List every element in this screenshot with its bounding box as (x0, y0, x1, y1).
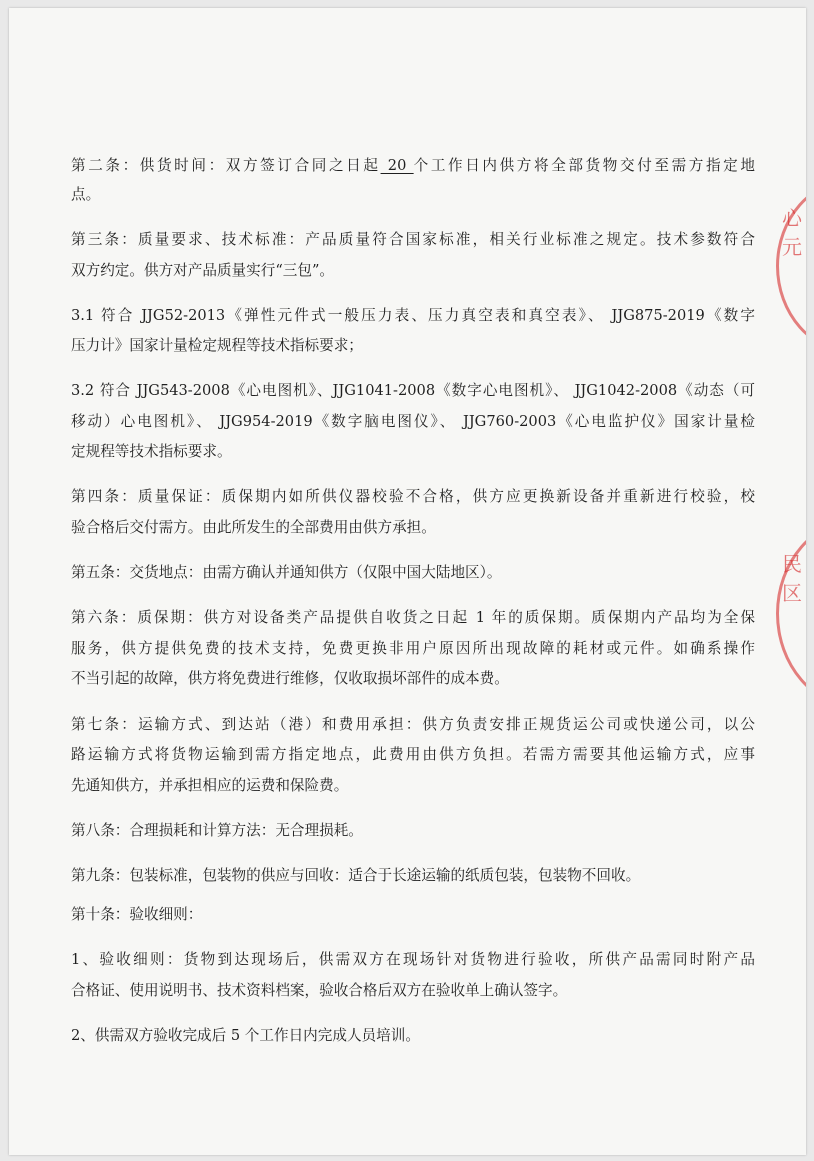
clause-3-1-line-2: 压力计》国家计量检定规程等技术指标要求； (71, 337, 363, 354)
seal-top (776, 178, 806, 353)
clause-10-2-line-1: 2、供需双方验收完成后 5 个工作日内完成人员培训。 (71, 1027, 420, 1044)
clause-4-line-2: 验合格后交付需方。由此所发生的全部费用由供方承担。 (71, 519, 436, 536)
clause-7-line-1: 第七条：运输方式、到达站（港）和费用承担：供方负责安排正规货运公司或快递公司，以公 (71, 716, 755, 733)
seal-bottom-text: 民 区 (782, 552, 802, 605)
clause-6-line-1: 第六条：质保期：供方对设备类产品提供自收货之日起 1 年的质保期。质保期内产品均为全保 (71, 609, 755, 626)
clause-2-line-1: 第二条：供货时间：双方签订合同之日起 20 个工作日内供方将全部货物交付至需方指定地 (71, 157, 755, 174)
clause-9-line-1: 第九条：包装标准，包装物的供应与回收：适合于长途运输的纸质包装，包装物不回收。 (71, 867, 641, 884)
clause-3-1-line-1: 3.1 符合 JJG52-2013《弹性元件式一般压力表、压力真空表和真空表》、 JJG875-2019《数字 (71, 307, 755, 324)
document-page (9, 8, 806, 1155)
clause-3-2-line-2: 移动）心电图机》、 JJG954-2019《数字脑电图仪》、 JJG760-2003《心电监护仪》国家计量检 (71, 413, 755, 430)
clause-6-line-2: 服务，供方提供免费的技术支持，免费更换非用户原因所出现故障的耗材或元件。如确系操作 (71, 640, 755, 657)
clause-3-2-line-1: 3.2 符合 JJG543-2008《心电图机》、JJG1041-2008《数字心电图机》、 JJG1042-2008《动态（可 (71, 382, 755, 399)
clause-10-1-line-1: 1、验收细则：货物到达现场后，供需双方在现场针对货物进行验收，所供产品需同时附产品 (71, 951, 755, 968)
clause-10-1-line-2: 合格证、使用说明书、技术资料档案，验收合格后双方在验收单上确认签字。 (71, 982, 568, 999)
contract-text (9, 8, 806, 1155)
clause-3-line-1: 第三条：质量要求、技术标准：产品质量符合国家标准，相关行业标准之规定。技术参数符合 (71, 231, 755, 248)
seal-bottom (776, 518, 806, 708)
clause-8-line-1: 第八条：合理损耗和计算方法：无合理损耗。 (71, 822, 363, 839)
clause-2-line-2: 点。 (71, 186, 101, 203)
clause-5-line-1: 第五条：交货地点：由需方确认并通知供方（仅限中国大陆地区）。 (71, 564, 502, 581)
clause-7-line-3: 先通知供方，并承担相应的运费和保险费。 (71, 777, 349, 794)
clause-7-line-2: 路运输方式将货物运输到需方指定地点，此费用由供方负担。若需方需要其他运输方式，应事 (71, 746, 755, 763)
clause-4-line-1: 第四条：质量保证：质保期内如所供仪器校验不合格，供方应更换新设备并重新进行校验，校 (71, 488, 755, 505)
clause-10-heading: 第十条：验收细则： (71, 906, 203, 923)
delivery-days: 20 (380, 157, 414, 174)
clause-6-line-3: 不当引起的故障，供方将免费进行维修，仅收取损坏部件的成本费。 (71, 670, 509, 687)
clause-3-line-2: 双方约定。供方对产品质量实行“三包”。 (71, 262, 335, 279)
seal-top-text: 心 元 (782, 206, 802, 259)
clause-3-2-line-3: 定规程等技术指标要求。 (71, 443, 232, 460)
